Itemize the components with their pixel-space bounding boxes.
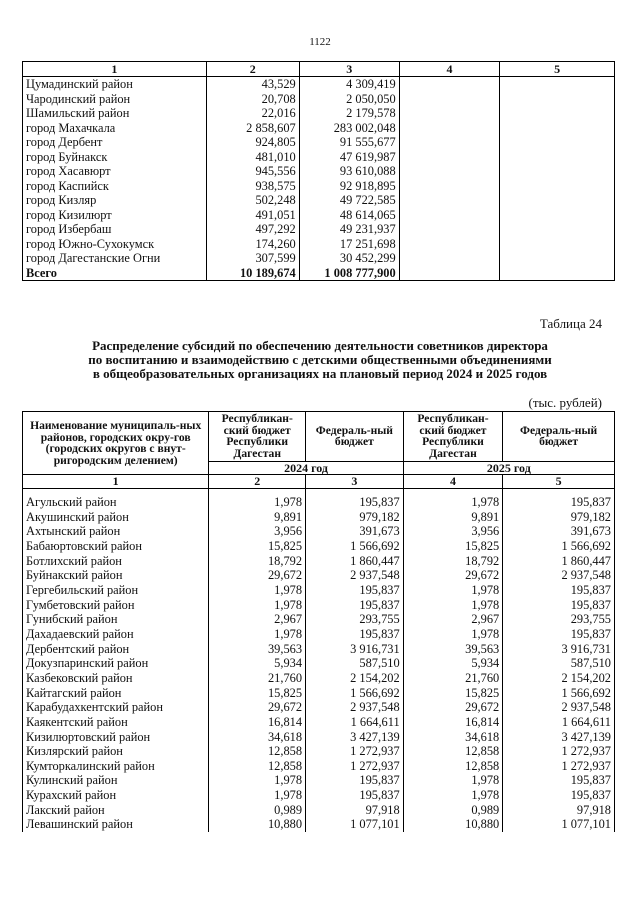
value-col-3: 195,837 (306, 598, 404, 613)
total-label: Всего (23, 266, 207, 281)
column-number: 3 (299, 62, 399, 77)
value-col-5: 1 272,937 (503, 759, 615, 774)
table-row (23, 92, 615, 107)
value-col-3: 1 566,692 (306, 539, 404, 554)
header-fed-budget-2024: Федераль-ный бюджет (306, 412, 404, 462)
value-col-3: 47 619,987 (299, 150, 399, 165)
value-col-2: 307,599 (206, 251, 299, 266)
value-col-2: 43,529 (206, 77, 299, 92)
value-col-2: 15,825 (209, 686, 306, 701)
value-col-3: 91 555,677 (299, 135, 399, 150)
value-col-5 (500, 179, 615, 194)
value-col-3: 2 050,050 (299, 92, 399, 107)
municipality-name: Кизилюртовский район (23, 730, 209, 745)
column-number: 1 (23, 475, 209, 489)
municipality-name: город Избербаш (23, 222, 207, 237)
header-rep-budget-2025: Республикан-ский бюджет Республики Дагестан (403, 412, 503, 462)
municipality-name: Кайтагский район (23, 686, 209, 701)
municipality-name: Кулинский район (23, 773, 209, 788)
value-col-5: 391,673 (503, 524, 615, 539)
column-number: 2 (206, 62, 299, 77)
value-col-3: 2 937,548 (306, 568, 404, 583)
year-2024: 2024 год (209, 461, 403, 474)
municipality-name: Левашинский район (23, 817, 209, 832)
value-col-5: 1 664,611 (503, 715, 615, 730)
value-col-2: 21,760 (209, 671, 306, 686)
value-col-2: 12,858 (209, 744, 306, 759)
table-row (23, 524, 615, 539)
table-row (23, 77, 615, 92)
table-row (23, 773, 615, 788)
header-row (23, 412, 615, 462)
municipality-name: Казбековский район (23, 671, 209, 686)
value-col-5: 3 916,731 (503, 642, 615, 657)
value-col-4: 0,989 (403, 803, 503, 818)
value-col-2: 29,672 (209, 700, 306, 715)
value-col-2: 2,967 (209, 612, 306, 627)
value-col-4: 1,978 (403, 627, 503, 642)
value-col-4: 2,967 (403, 612, 503, 627)
table-row (23, 803, 615, 818)
column-number: 5 (503, 475, 615, 489)
value-col-3: 4 309,419 (299, 77, 399, 92)
value-col-4: 34,618 (403, 730, 503, 745)
value-col-2: 20,708 (206, 92, 299, 107)
table-row (23, 656, 615, 671)
value-col-5: 3 427,139 (503, 730, 615, 745)
value-col-5 (500, 106, 615, 121)
value-col-5: 293,755 (503, 612, 615, 627)
municipality-name: Курахский район (23, 788, 209, 803)
value-col-5: 2 154,202 (503, 671, 615, 686)
table-row (23, 788, 615, 803)
value-col-5: 587,510 (503, 656, 615, 671)
column-numbers-row (23, 475, 615, 489)
value-col-3: 195,837 (306, 495, 404, 510)
value-col-5: 1 272,937 (503, 744, 615, 759)
value-col-3: 92 918,895 (299, 179, 399, 194)
value-col-4 (399, 208, 500, 223)
table-row (23, 686, 615, 701)
value-col-2: 1,978 (209, 788, 306, 803)
municipality-name: город Каспийск (23, 179, 207, 194)
value-col-5: 1 077,101 (503, 817, 615, 832)
header-municipality: Наименование муниципаль-ных районов, городских окру-гов (городских округов с внут-ригородским делением) (23, 412, 209, 475)
value-col-2: 39,563 (209, 642, 306, 657)
table-row (23, 121, 615, 136)
value-col-4 (399, 164, 500, 179)
header-rep-budget-2024: Республикан-ский бюджет Республики Дагестан (209, 412, 306, 462)
value-col-3: 391,673 (306, 524, 404, 539)
total-col-2: 10 189,674 (206, 266, 299, 281)
value-col-2: 12,858 (209, 759, 306, 774)
table-label: Таблица 24 (539, 316, 602, 331)
value-col-5 (500, 193, 615, 208)
value-col-2: 945,556 (206, 164, 299, 179)
value-col-5: 979,182 (503, 510, 615, 525)
value-col-3: 979,182 (306, 510, 404, 525)
total-row (23, 266, 615, 281)
value-col-2: 29,672 (209, 568, 306, 583)
value-col-4: 9,891 (403, 510, 503, 525)
value-col-4: 3,956 (403, 524, 503, 539)
table-row (23, 627, 615, 642)
title-line: Распределение субсидий по обеспечению деятельности советников директора (92, 338, 548, 353)
value-col-5 (500, 135, 615, 150)
column-number: 5 (500, 62, 615, 77)
value-col-2: 5,934 (209, 656, 306, 671)
value-col-4 (399, 106, 500, 121)
table-row (23, 744, 615, 759)
value-col-5: 195,837 (503, 495, 615, 510)
municipality-name: город Дагестанские Огни (23, 251, 207, 266)
value-col-5 (500, 222, 615, 237)
value-col-3: 195,837 (306, 773, 404, 788)
municipality-name: Ботлихский район (23, 554, 209, 569)
municipality-name: Дербентский район (23, 642, 209, 657)
value-col-3: 1 272,937 (306, 744, 404, 759)
value-col-4: 29,672 (403, 568, 503, 583)
table-row (23, 135, 615, 150)
value-col-2: 481,010 (206, 150, 299, 165)
value-col-4: 12,858 (403, 744, 503, 759)
value-col-3: 195,837 (306, 583, 404, 598)
municipality-name: Ахтынский район (23, 524, 209, 539)
value-col-4 (399, 92, 500, 107)
value-col-2: 1,978 (209, 495, 306, 510)
municipality-name: город Дербент (23, 135, 207, 150)
table-title (0, 339, 640, 381)
table-row (23, 164, 615, 179)
municipality-name: Докузпаринский район (23, 656, 209, 671)
table-row (23, 495, 615, 510)
value-col-4: 1,978 (403, 583, 503, 598)
table-row (23, 179, 615, 194)
value-col-5: 1 566,692 (503, 539, 615, 554)
title-line: по воспитанию и взаимодействию с детскими общественными объединениями (88, 352, 552, 367)
value-col-2: 938,575 (206, 179, 299, 194)
table-row (23, 539, 615, 554)
value-col-4 (399, 222, 500, 237)
value-col-3: 283 002,048 (299, 121, 399, 136)
municipality-name: Гунибский район (23, 612, 209, 627)
value-col-2: 174,260 (206, 237, 299, 252)
municipality-name: город Буйнакск (23, 150, 207, 165)
municipality-name: город Южно-Сухокумск (23, 237, 207, 252)
value-col-3: 3 916,731 (306, 642, 404, 657)
municipality-name: Цумадинский район (23, 77, 207, 92)
municipality-name: Чародинский район (23, 92, 207, 107)
value-col-5 (500, 237, 615, 252)
value-col-2: 1,978 (209, 583, 306, 598)
table-row (23, 568, 615, 583)
value-col-2: 924,805 (206, 135, 299, 150)
value-col-4 (399, 77, 500, 92)
municipality-name: Дахадаевский район (23, 627, 209, 642)
top-table (22, 61, 615, 281)
value-col-4 (399, 121, 500, 136)
table-row (23, 642, 615, 657)
value-col-3: 3 427,139 (306, 730, 404, 745)
municipality-name: Кумторкалинский район (23, 759, 209, 774)
value-col-3: 1 860,447 (306, 554, 404, 569)
value-col-2: 1,978 (209, 773, 306, 788)
value-col-5 (500, 92, 615, 107)
value-col-3: 2 154,202 (306, 671, 404, 686)
value-col-4: 21,760 (403, 671, 503, 686)
value-col-2: 16,814 (209, 715, 306, 730)
municipality-name: Шамильский район (23, 106, 207, 121)
value-col-2: 22,016 (206, 106, 299, 121)
value-col-4 (399, 251, 500, 266)
municipality-name: город Кизилюрт (23, 208, 207, 223)
value-col-3: 195,837 (306, 788, 404, 803)
column-number: 1 (23, 62, 207, 77)
value-col-4: 1,978 (403, 773, 503, 788)
table-row (23, 193, 615, 208)
value-col-3: 2 937,548 (306, 700, 404, 715)
total-col-4 (399, 266, 500, 281)
page-number: 1122 (309, 36, 331, 48)
table-row (23, 583, 615, 598)
value-col-3: 30 452,299 (299, 251, 399, 266)
value-col-2: 18,792 (209, 554, 306, 569)
table-row (23, 759, 615, 774)
value-col-5: 1 566,692 (503, 686, 615, 701)
value-col-3: 97,918 (306, 803, 404, 818)
value-col-5: 2 937,548 (503, 700, 615, 715)
value-col-2: 9,891 (209, 510, 306, 525)
column-number: 2 (209, 475, 306, 489)
value-col-5 (500, 121, 615, 136)
value-col-3: 1 272,937 (306, 759, 404, 774)
value-col-2: 10,880 (209, 817, 306, 832)
units-label: (тыс. рублей) (528, 395, 602, 410)
value-col-2: 1,978 (209, 627, 306, 642)
value-col-4: 15,825 (403, 539, 503, 554)
value-col-4: 1,978 (403, 788, 503, 803)
value-col-4: 39,563 (403, 642, 503, 657)
value-col-4: 12,858 (403, 759, 503, 774)
value-col-2: 491,051 (206, 208, 299, 223)
table-row (23, 208, 615, 223)
value-col-3: 293,755 (306, 612, 404, 627)
value-col-3: 1 566,692 (306, 686, 404, 701)
municipality-name: город Махачкала (23, 121, 207, 136)
value-col-3: 587,510 (306, 656, 404, 671)
table-row (23, 222, 615, 237)
value-col-5: 195,837 (503, 598, 615, 613)
table-row (23, 612, 615, 627)
value-col-4: 10,880 (403, 817, 503, 832)
table-row (23, 237, 615, 252)
value-col-3: 48 614,065 (299, 208, 399, 223)
column-number: 4 (403, 475, 503, 489)
total-col-3: 1 008 777,900 (299, 266, 399, 281)
value-col-2: 1,978 (209, 598, 306, 613)
table-row (23, 715, 615, 730)
value-col-4: 18,792 (403, 554, 503, 569)
top-table-body (23, 77, 615, 281)
value-col-5 (500, 164, 615, 179)
value-col-3: 49 231,937 (299, 222, 399, 237)
municipality-name: Буйнакский район (23, 568, 209, 583)
municipality-name: Каякентский район (23, 715, 209, 730)
top-table-column-numbers (23, 62, 615, 77)
value-col-2: 0,989 (209, 803, 306, 818)
value-col-3: 49 722,585 (299, 193, 399, 208)
table-row (23, 598, 615, 613)
value-col-3: 1 077,101 (306, 817, 404, 832)
municipality-name: Агульский район (23, 495, 209, 510)
table-row (23, 671, 615, 686)
value-col-2: 502,248 (206, 193, 299, 208)
value-col-5 (500, 150, 615, 165)
value-col-5: 195,837 (503, 788, 615, 803)
municipality-name: город Кизляр (23, 193, 207, 208)
municipality-name: Гумбетовский район (23, 598, 209, 613)
value-col-5: 195,837 (503, 583, 615, 598)
total-col-5 (500, 266, 615, 281)
value-col-4: 16,814 (403, 715, 503, 730)
municipality-name: Акушинский район (23, 510, 209, 525)
value-col-5: 195,837 (503, 773, 615, 788)
value-col-3: 17 251,698 (299, 237, 399, 252)
value-col-3: 1 664,611 (306, 715, 404, 730)
value-col-5 (500, 208, 615, 223)
value-col-4 (399, 237, 500, 252)
municipality-name: Гергебильский район (23, 583, 209, 598)
municipality-name: Лакский район (23, 803, 209, 818)
value-col-4 (399, 150, 500, 165)
municipality-name: Карабудахкентский район (23, 700, 209, 715)
table-row (23, 700, 615, 715)
subsidy-table-body (23, 489, 615, 833)
value-col-5 (500, 77, 615, 92)
value-col-2: 3,956 (209, 524, 306, 539)
table-row (23, 730, 615, 745)
value-col-4: 29,672 (403, 700, 503, 715)
value-col-5 (500, 251, 615, 266)
municipality-name: Бабаюртовский район (23, 539, 209, 554)
value-col-3: 93 610,088 (299, 164, 399, 179)
value-col-2: 497,292 (206, 222, 299, 237)
subsidy-table (22, 411, 615, 832)
header-fed-budget-2025: Федераль-ный бюджет (503, 412, 615, 462)
value-col-3: 195,837 (306, 627, 404, 642)
value-col-4: 15,825 (403, 686, 503, 701)
title-line: в общеобразовательных организациях на плановый период 2024 и 2025 годов (92, 366, 548, 381)
value-col-4: 1,978 (403, 598, 503, 613)
value-col-2: 15,825 (209, 539, 306, 554)
table-row (23, 251, 615, 266)
table-row (23, 510, 615, 525)
value-col-5: 1 860,447 (503, 554, 615, 569)
table-row (23, 106, 615, 121)
value-col-4 (399, 135, 500, 150)
value-col-4: 1,978 (403, 495, 503, 510)
table-row (23, 554, 615, 569)
value-col-2: 2 858,607 (206, 121, 299, 136)
municipality-name: Кизлярский район (23, 744, 209, 759)
table-row (23, 817, 615, 832)
value-col-5: 97,918 (503, 803, 615, 818)
value-col-4 (399, 193, 500, 208)
value-col-3: 2 179,578 (299, 106, 399, 121)
value-col-5: 2 937,548 (503, 568, 615, 583)
value-col-2: 34,618 (209, 730, 306, 745)
column-number: 4 (399, 62, 500, 77)
value-col-4: 5,934 (403, 656, 503, 671)
value-col-5: 195,837 (503, 627, 615, 642)
year-2025: 2025 год (403, 461, 614, 474)
table-row (23, 150, 615, 165)
value-col-4 (399, 179, 500, 194)
municipality-name: город Хасавюрт (23, 164, 207, 179)
column-number: 3 (306, 475, 404, 489)
